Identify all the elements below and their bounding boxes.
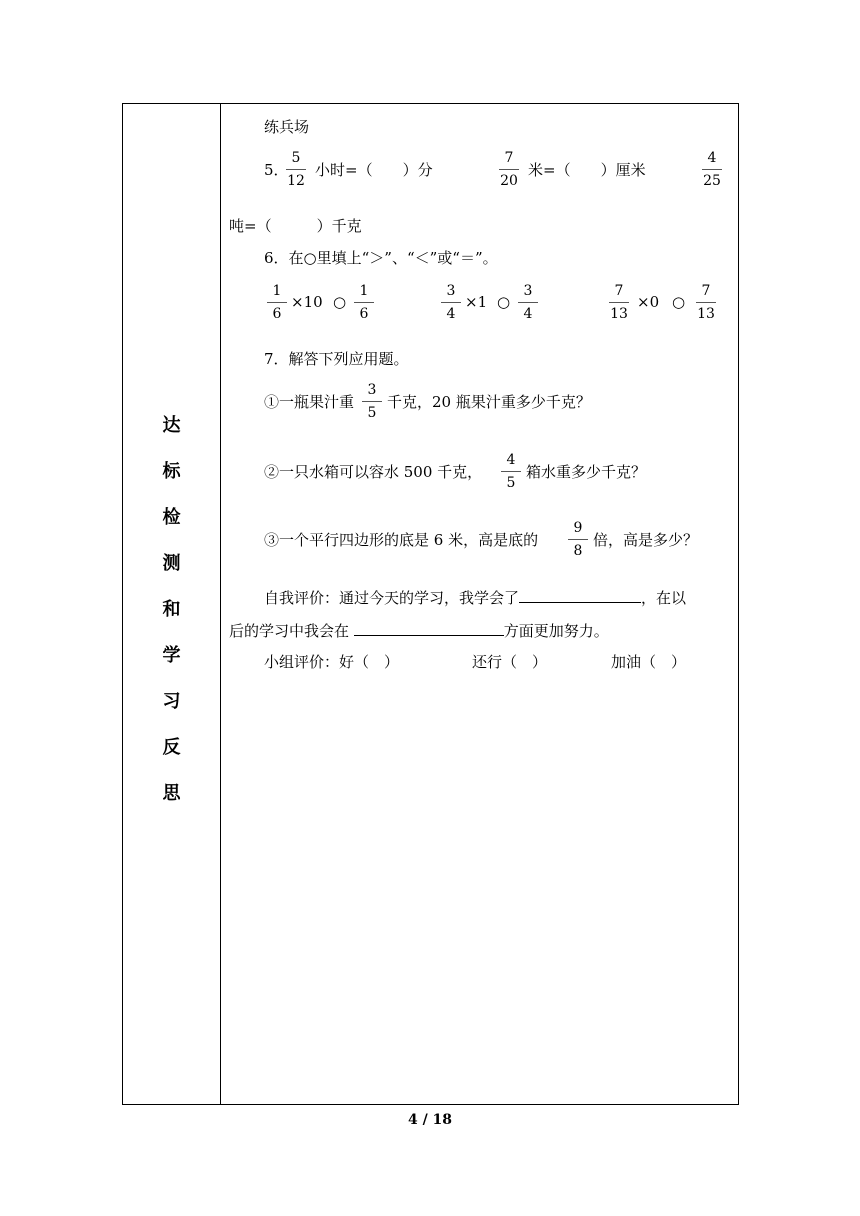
q5-part-2: 米=（ ）厘米 [528, 161, 646, 179]
learned-blank[interactable] [519, 586, 641, 603]
q7-problem-1-fraction: 3 5 [358, 381, 386, 422]
q7-instruction: 7．解答下列应用题。 [264, 350, 409, 368]
improve-blank[interactable] [354, 619, 504, 636]
self-evaluation-text: 方面更加努力。 [503, 622, 609, 640]
page-number: 4 / 18 [407, 1112, 453, 1128]
self-evaluation-line-1 [264, 586, 686, 608]
self-evaluation-text: 自我评价：通过今天的学习，我学会了 [264, 589, 520, 607]
self-evaluation-line-2 [229, 619, 609, 641]
q6-item-1-right-fraction: 1 6 [350, 282, 378, 323]
side-label-char: 标 [162, 461, 181, 482]
section-title: 练兵场 [264, 118, 310, 136]
q6-item-3-operator: ×0 [637, 293, 660, 311]
side-label-char: 习 [162, 691, 181, 712]
compare-circle[interactable]: ○ [497, 293, 511, 311]
side-label-char: 和 [162, 599, 181, 620]
q6-item-1-left-fraction: 1 6 [263, 282, 291, 323]
q7-problem-1-before: ①一瓶果汁重 [264, 393, 355, 411]
side-label-char: 思 [162, 783, 181, 804]
q5-prefix: 5． [264, 161, 289, 179]
q7-problem-2-fraction: 4 5 [497, 451, 525, 492]
q6-item-2-operator: ×1 [465, 293, 488, 311]
q7-problem-3-after: 倍，高是多少？ [593, 531, 699, 549]
side-label-char: 达 [162, 415, 181, 436]
q7-problem-3-fraction: 9 8 [564, 519, 592, 560]
q6-item-3-left-fraction: 7 13 [610, 283, 628, 322]
q5-fraction-2: 7 20 [500, 150, 518, 189]
q7-problem-1-after: 千克，20 瓶果汁重多少千克？ [387, 393, 591, 411]
side-label-char: 检 [162, 507, 181, 528]
q7-problem-2-before: ②一只水箱可以容水 500 千克， [264, 463, 483, 481]
side-label-char: 学 [162, 645, 181, 666]
q5-part-1: 小时=（ ）分 [315, 161, 433, 179]
group-evaluation-cheer: 加油（ ） [611, 653, 687, 671]
q5-fraction-3: 4 25 [703, 150, 721, 189]
q6-item-2-left-fraction: 3 4 [437, 282, 465, 323]
compare-circle[interactable]: ○ [672, 293, 686, 311]
q7-problem-3-before: ③一个平行四边形的底是 6 米，高是底的 [264, 531, 539, 549]
q5-fraction-1: 5 12 [287, 150, 305, 189]
group-evaluation-ok: 还行（ ） [472, 653, 548, 671]
self-evaluation-text: 后的学习中我会在 [229, 622, 354, 640]
group-evaluation-good: 小组评价：好（ ） [264, 653, 400, 671]
side-label-column [123, 104, 221, 1104]
q6-item-1-operator: ×10 [291, 293, 323, 311]
q6-item-3-right-fraction: 7 13 [697, 283, 715, 322]
q6-item-2-right-fraction: 3 4 [514, 282, 542, 323]
q5-part-3: 吨=（ ）千克 [229, 217, 362, 235]
side-label-char: 反 [162, 737, 181, 758]
side-label-char: 测 [162, 553, 181, 574]
compare-circle[interactable]: ○ [333, 293, 347, 311]
self-evaluation-text: ，在以 [641, 589, 687, 607]
q7-problem-2-after: 箱水重多少千克？ [526, 463, 647, 481]
q6-instruction: 6．在○里填上“＞”、“＜”或“＝”。 [264, 249, 498, 267]
